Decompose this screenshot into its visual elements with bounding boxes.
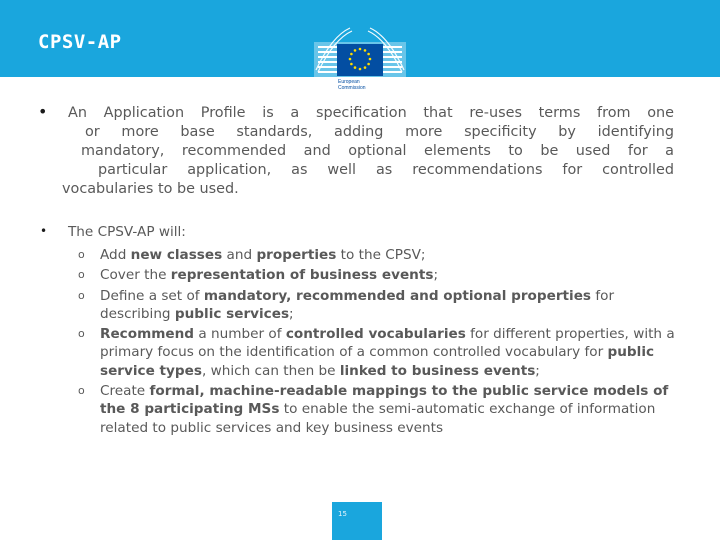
bold-text: public service types	[100, 344, 655, 379]
bold-text: Recommend	[100, 326, 195, 343]
sub-bullet-item	[78, 382, 678, 437]
sub-bullet-marker: o	[78, 268, 85, 282]
bold-text: linked to business events	[339, 362, 536, 379]
sub-bullet-item	[78, 266, 678, 284]
logo-line-2: Commission	[338, 85, 366, 91]
para-line: vocabularies to be used.	[62, 181, 239, 197]
para-line: mandatory, recommended and optional elements to be used for a	[81, 143, 674, 159]
text: ;	[289, 305, 294, 322]
page-number: 15	[338, 510, 347, 518]
logo-text	[338, 79, 366, 91]
bold-text: mandatory, recommended and optional properties	[203, 287, 592, 304]
text: ;	[433, 267, 439, 284]
footer-tab	[332, 502, 382, 540]
bold-text: formal, machine-readable mappings to the public service models of the 8 participating MSs	[100, 383, 669, 418]
sub-bullet-item	[78, 246, 678, 264]
text: ;	[535, 362, 540, 379]
text: for describing	[100, 287, 615, 322]
text: Add	[100, 247, 131, 263]
bullet-2-label: The CPSV-AP will:	[68, 224, 186, 240]
bullet-2-glyph: •	[40, 224, 48, 238]
bold-text: new classes	[130, 247, 223, 263]
text: and	[222, 247, 257, 263]
sub-bullet-item	[78, 325, 678, 380]
bold-text: representation of business events	[170, 267, 434, 284]
bold-text: properties	[256, 247, 337, 263]
text: to the CPSV;	[336, 247, 426, 263]
text: Create	[100, 383, 150, 400]
sub-bullet-marker: o	[78, 384, 85, 398]
european-commission-logo	[312, 22, 408, 102]
sub-bullet-marker: o	[78, 327, 85, 341]
bold-text: public services	[174, 305, 290, 322]
bullet-1-glyph: •	[38, 102, 48, 121]
text: to enable the semi-automatic exchange of information related to public services and key business events	[100, 401, 656, 436]
sub-bullet-marker: o	[78, 288, 85, 302]
text: for different properties, with a primary focus on the identification of a common controlled vocabulary for	[100, 326, 675, 361]
text: Cover the	[100, 267, 171, 284]
sub-bullet-marker: o	[78, 248, 85, 261]
para-line: particular application, as well as recommendations for controlled	[98, 162, 674, 178]
slide-title: CPSV-AP	[38, 31, 122, 53]
text: Define a set of	[100, 287, 204, 304]
bold-text: controlled vocabularies	[285, 326, 466, 343]
text: , which can then be	[201, 362, 340, 379]
sub-bullet-list	[78, 246, 678, 439]
sub-bullet-item	[78, 287, 678, 324]
para-line: or more base standards, adding more specificity by identifying	[85, 124, 674, 140]
text: a number of	[194, 326, 286, 343]
para-line: An Application Profile is a specification that re-uses terms from one	[68, 105, 674, 121]
logo-line-1: European	[338, 79, 360, 85]
bullet-1-paragraph	[62, 104, 674, 199]
